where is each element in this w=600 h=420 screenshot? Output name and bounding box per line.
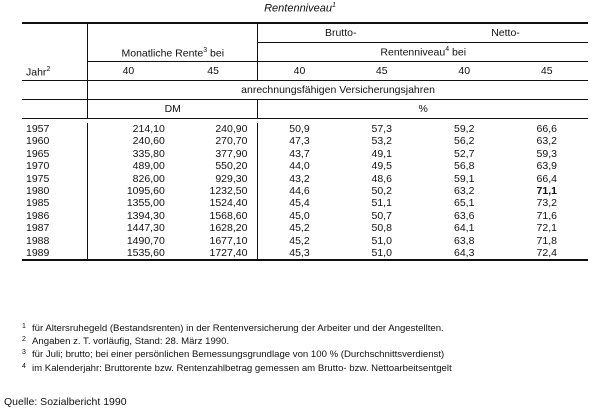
table-row: 1989 1535,60 1727,40 45,3 51,0 64,3 72,4 <box>22 247 588 260</box>
table-row: 1986 1394,30 1568,60 45,0 50,7 63,6 71,6 <box>26 209 557 222</box>
footnotes <box>22 322 588 375</box>
header-col-40: 40 <box>423 62 506 81</box>
table-row: 1975 826,00 929,30 43,2 48,6 59,1 66,4 <box>26 172 557 185</box>
footnote: 2 Angaben z. T. vorläufig, Stand: 28. März 1990. <box>22 336 230 348</box>
table-row: 1987 1447,30 1628,20 45,2 50,8 64,1 72,1 <box>26 222 557 235</box>
source-note: Quelle: Sozialbericht 1990 <box>4 396 127 408</box>
header-rentenniveau: Rentenniveau$^4$ bei <box>258 43 588 62</box>
footnote: 1 für Altersruhegeld (Bestandsrenten) in der Rentenversicherung der Arbeiter und der Angestellten. <box>22 323 444 334</box>
header-brutto: Brutto- <box>258 23 423 43</box>
table-row: 1980 1095,60 1232,50 44,6 50,2 63,2 71,1 <box>26 185 557 198</box>
footnote: 3 für Juli; brutto; bei einer persönlichen Bemessungsgrundlage von 100 % (Durchschnittsverdienst) <box>22 349 445 361</box>
footnote: 4 im Kalenderjahr: Bruttorente bzw. Rentenzahlbetrag gemessen am Brutto- bzw. Nettoarbeitsentgelt <box>22 362 452 374</box>
header-col-45: 45 <box>340 62 423 81</box>
header-col-45: 45 <box>505 62 588 81</box>
header-year: Jahr$^2$ <box>22 23 88 81</box>
table-row: 1985 1355,00 1524,40 45,4 51,1 65,1 73,2 <box>26 197 557 210</box>
header-col-45: 45 <box>169 62 258 81</box>
header-netto: Netto- <box>423 23 588 43</box>
header-col-40: 40 <box>88 62 169 81</box>
table-title: Rentenniveau$^1$ <box>264 2 336 15</box>
header-unit-pct: % <box>258 100 588 119</box>
table-row: 1965 335,80 377,90 43,7 49,1 52,7 59,3 <box>26 147 557 160</box>
header-monthly-pension: Monatliche Rente$^3$ bei <box>88 23 258 62</box>
table-row: 1988 1490,70 1677,10 45,2 51,0 63,8 71,8 <box>26 234 557 247</box>
pension-level-table <box>22 22 588 261</box>
table-row: 1970 489,00 550,20 44,0 49,5 56,8 63,9 <box>26 160 557 173</box>
header-anrechnung: anrechnungsfähigen Versicherungsjahren <box>88 81 588 100</box>
table-row: 1960 240,60 270,70 47,3 53,2 56,2 63,2 <box>26 135 557 148</box>
header-col-40: 40 <box>258 62 341 81</box>
table-row: 1957 214,10 240,90 50,9 57,3 59,2 66,6 <box>26 123 557 135</box>
header-unit-dm: DM <box>88 100 258 119</box>
